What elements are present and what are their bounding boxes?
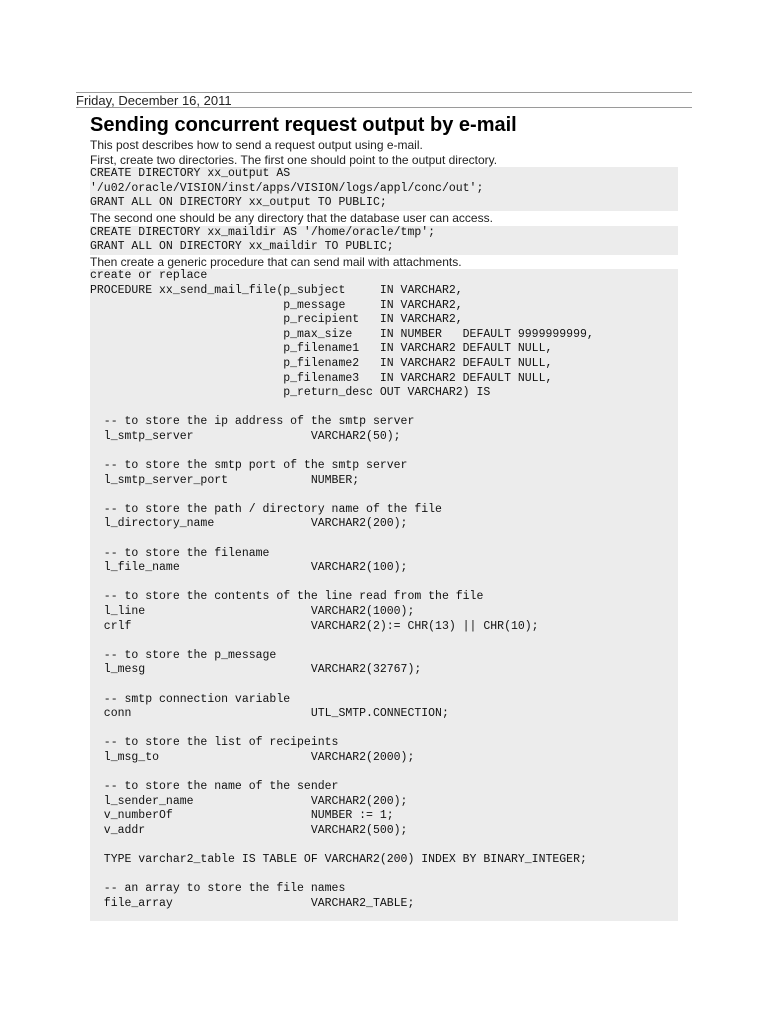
code-block-output-directory: CREATE DIRECTORY xx_output AS '/u02/oracle/VISION/inst/apps/VISION/logs/appl/conc/out'; GRANT ALL ON DIRECTORY xx_output TO PUBLIC; [90,167,678,211]
step-two-paragraph: The second one should be any directory that the database user can access. [90,210,493,225]
code-block-procedure: create or replace PROCEDURE xx_send_mail_file(p_subject IN VARCHAR2, p_message IN VARCHAR2, p_recipient IN VARCHAR2, p_max_size IN NUMBER DEFAULT 9999999999, p_filename1 IN VARCHAR2 DEFAULT NULL, p_filename2 IN VARCHAR2 DEFAULT NULL, p_filename3 IN VARCHAR2 DEFAULT NULL, p_return_desc OUT VARCHAR2) IS -- to store the ip address of the smtp server l_smtp_server VARCHAR2(50); -- to store the smtp port of the smtp server l_smtp_server_port NUMBER; -- to store the path / directory name of the file l_directory_name VARCHAR2(200); -- to store the filename l_file_name VARCHAR2(100); -- to store the contents of the line read from the file l_line VARCHAR2(1000); crlf VARCHAR2(2):= CHR(13) || CHR(10); -- to store the p_message l_mesg VARCHAR2(32767); -- smtp connection variable conn UTL_SMTP.CONNECTION; -- to store the list of recipeints l_msg_to VARCHAR2(2000); -- to store the name of the sender l_sender_name VARCHAR2(200); v_numberOf NUMBER := 1; v_addr VARCHAR2(500); TYPE varchar2_table IS TABLE OF VARCHAR2(200) INDEX BY BINARY_INTEGER; -- an array to store the file names file_array VARCHAR2_TABLE; [90,269,678,921]
post-title: Sending concurrent request output by e-mail [90,114,517,136]
code-block-mail-directory: CREATE DIRECTORY xx_maildir AS '/home/oracle/tmp'; GRANT ALL ON DIRECTORY xx_maildir TO PUBLIC; [90,226,678,255]
intro-paragraph: This post describes how to send a request output using e-mail. [90,138,423,152]
post-date: Friday, December 16, 2011 [76,93,232,108]
step-three-paragraph: Then create a generic procedure that can send mail with attachments. [90,254,462,269]
step-one-paragraph: First, create two directories. The first one should point to the output directory. [90,152,498,167]
post-body [90,112,678,921]
